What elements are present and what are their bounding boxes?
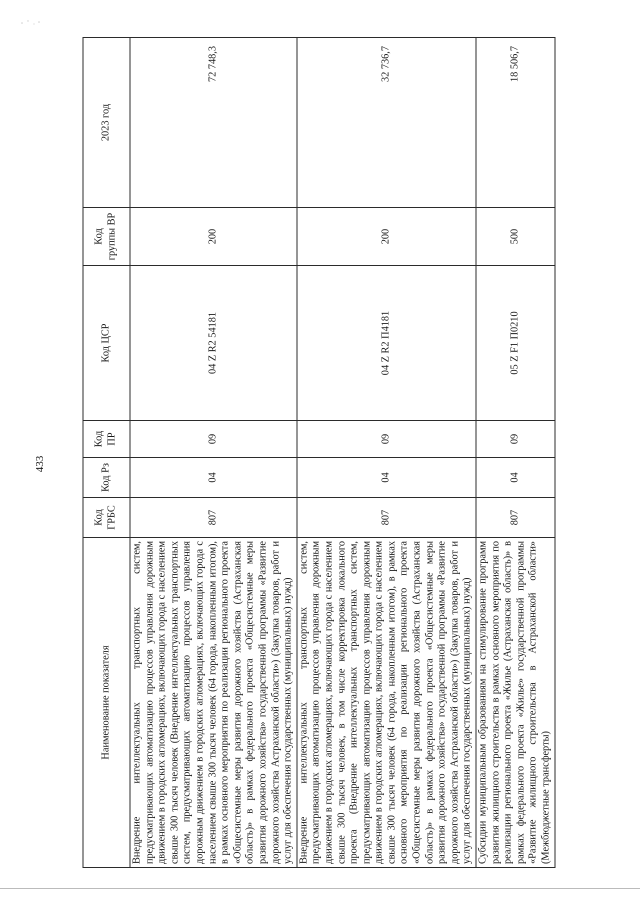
row-year: 32 736,7 — [297, 37, 476, 207]
row-year: 72 748,3 — [130, 37, 297, 207]
row-pr: 09 — [130, 420, 297, 457]
row-csr: 04 Z R2 П4181 — [297, 265, 476, 420]
row-name: Внедрение интеллектуальных транспортных систем, предусматривающих автоматизацию процессов управления дорожным движением в городских агломерациях, включающих города с населением свыше 300 тысяч человек (Внедрение интеллектуальных транспортных систем, предусматривающих автоматизацию процессов управления дорожным движением в городских агломерациях, включающих города с населением свыше 300 тысяч человек (64 города, накопленным итогом), в рамках основного мероприятия по реализации регионального проекта «Общесистемные меры развития дорожного хозяйства (Астраханская область)» в рамках федерального проекта «Общесистемные меры развития дорожного хозяйства» государственной программы «Развитие дорожного хозяйства Астраханской области») (Закупка товаров, работ и услуг для обеспечения государственных (муниципальных) нужд) — [130, 537, 297, 867]
row-rz: 04 — [297, 457, 476, 497]
table-row — [297, 37, 476, 867]
header-csr: Код ЦСР — [83, 265, 130, 420]
row-vr: 200 — [130, 207, 297, 265]
table-header-row — [83, 37, 130, 867]
row-vr: 200 — [297, 207, 476, 265]
header-vr: Код группы ВР — [83, 207, 130, 265]
table-row — [476, 37, 555, 867]
row-grbs: 807 — [130, 497, 297, 537]
table-row — [130, 37, 297, 867]
row-year: 18 506,7 — [476, 37, 555, 207]
page-number: 433 — [34, 455, 46, 473]
header-year: 2023 год — [83, 37, 130, 207]
row-name: Субсидии муниципальным образованиям на стимулирование программ развития жилищного строительства в рамках основного мероприятия по реализации регионального проекта «Жилье (Астраханская область)» в рамках федерального проекта «Жилье» государственной программы «Развитие жилищного строительства в Астраханской области» (Межбюджетные трансферты) — [476, 537, 555, 867]
rotated-table-region — [83, 38, 558, 868]
row-csr: 04 Z R2 54181 — [130, 265, 297, 420]
scan-speck-mark — [20, 18, 42, 26]
row-pr: 09 — [476, 420, 555, 457]
row-rz: 04 — [476, 457, 555, 497]
header-grbs: Код ГРБС — [83, 497, 130, 537]
row-vr: 500 — [476, 207, 555, 265]
bottom-divider — [0, 888, 640, 889]
row-name: Внедрение интеллектуальных транспортных систем, предусматривающих автоматизацию процессов управления дорожным движением в городских агломерациях, включающих города с населением свыше 300 тысяч человек, в том числе корректировка локального проекта (Внедрение интеллектуальных транспортных систем, предусматривающих автоматизацию процессов управления дорожным движением в городских агломерациях, включающих города с населением свыше 300 тысяч человек (64 города, накопленным итогом), в рамках основного мероприятия по реализации регионального проекта «Общесистемные меры развития дорожного хозяйства (Астраханская область)» в рамках федерального проекта «Общесистемные меры развития дорожного хозяйства» государственной программы «Развитие дорожного хозяйства Астраханской области») (Закупка товаров, работ и услуг для обеспечения государственных (муниципальных) нужд) — [297, 537, 476, 867]
row-grbs: 807 — [476, 497, 555, 537]
budget-table — [83, 37, 556, 868]
header-pr: Код ПР — [83, 420, 130, 457]
header-name: Наименование показателя — [83, 537, 130, 867]
header-rz: Код Рз — [83, 457, 130, 497]
row-pr: 09 — [297, 420, 476, 457]
row-rz: 04 — [130, 457, 297, 497]
row-grbs: 807 — [297, 497, 476, 537]
row-csr: 05 Z F1 П0210 — [476, 265, 555, 420]
